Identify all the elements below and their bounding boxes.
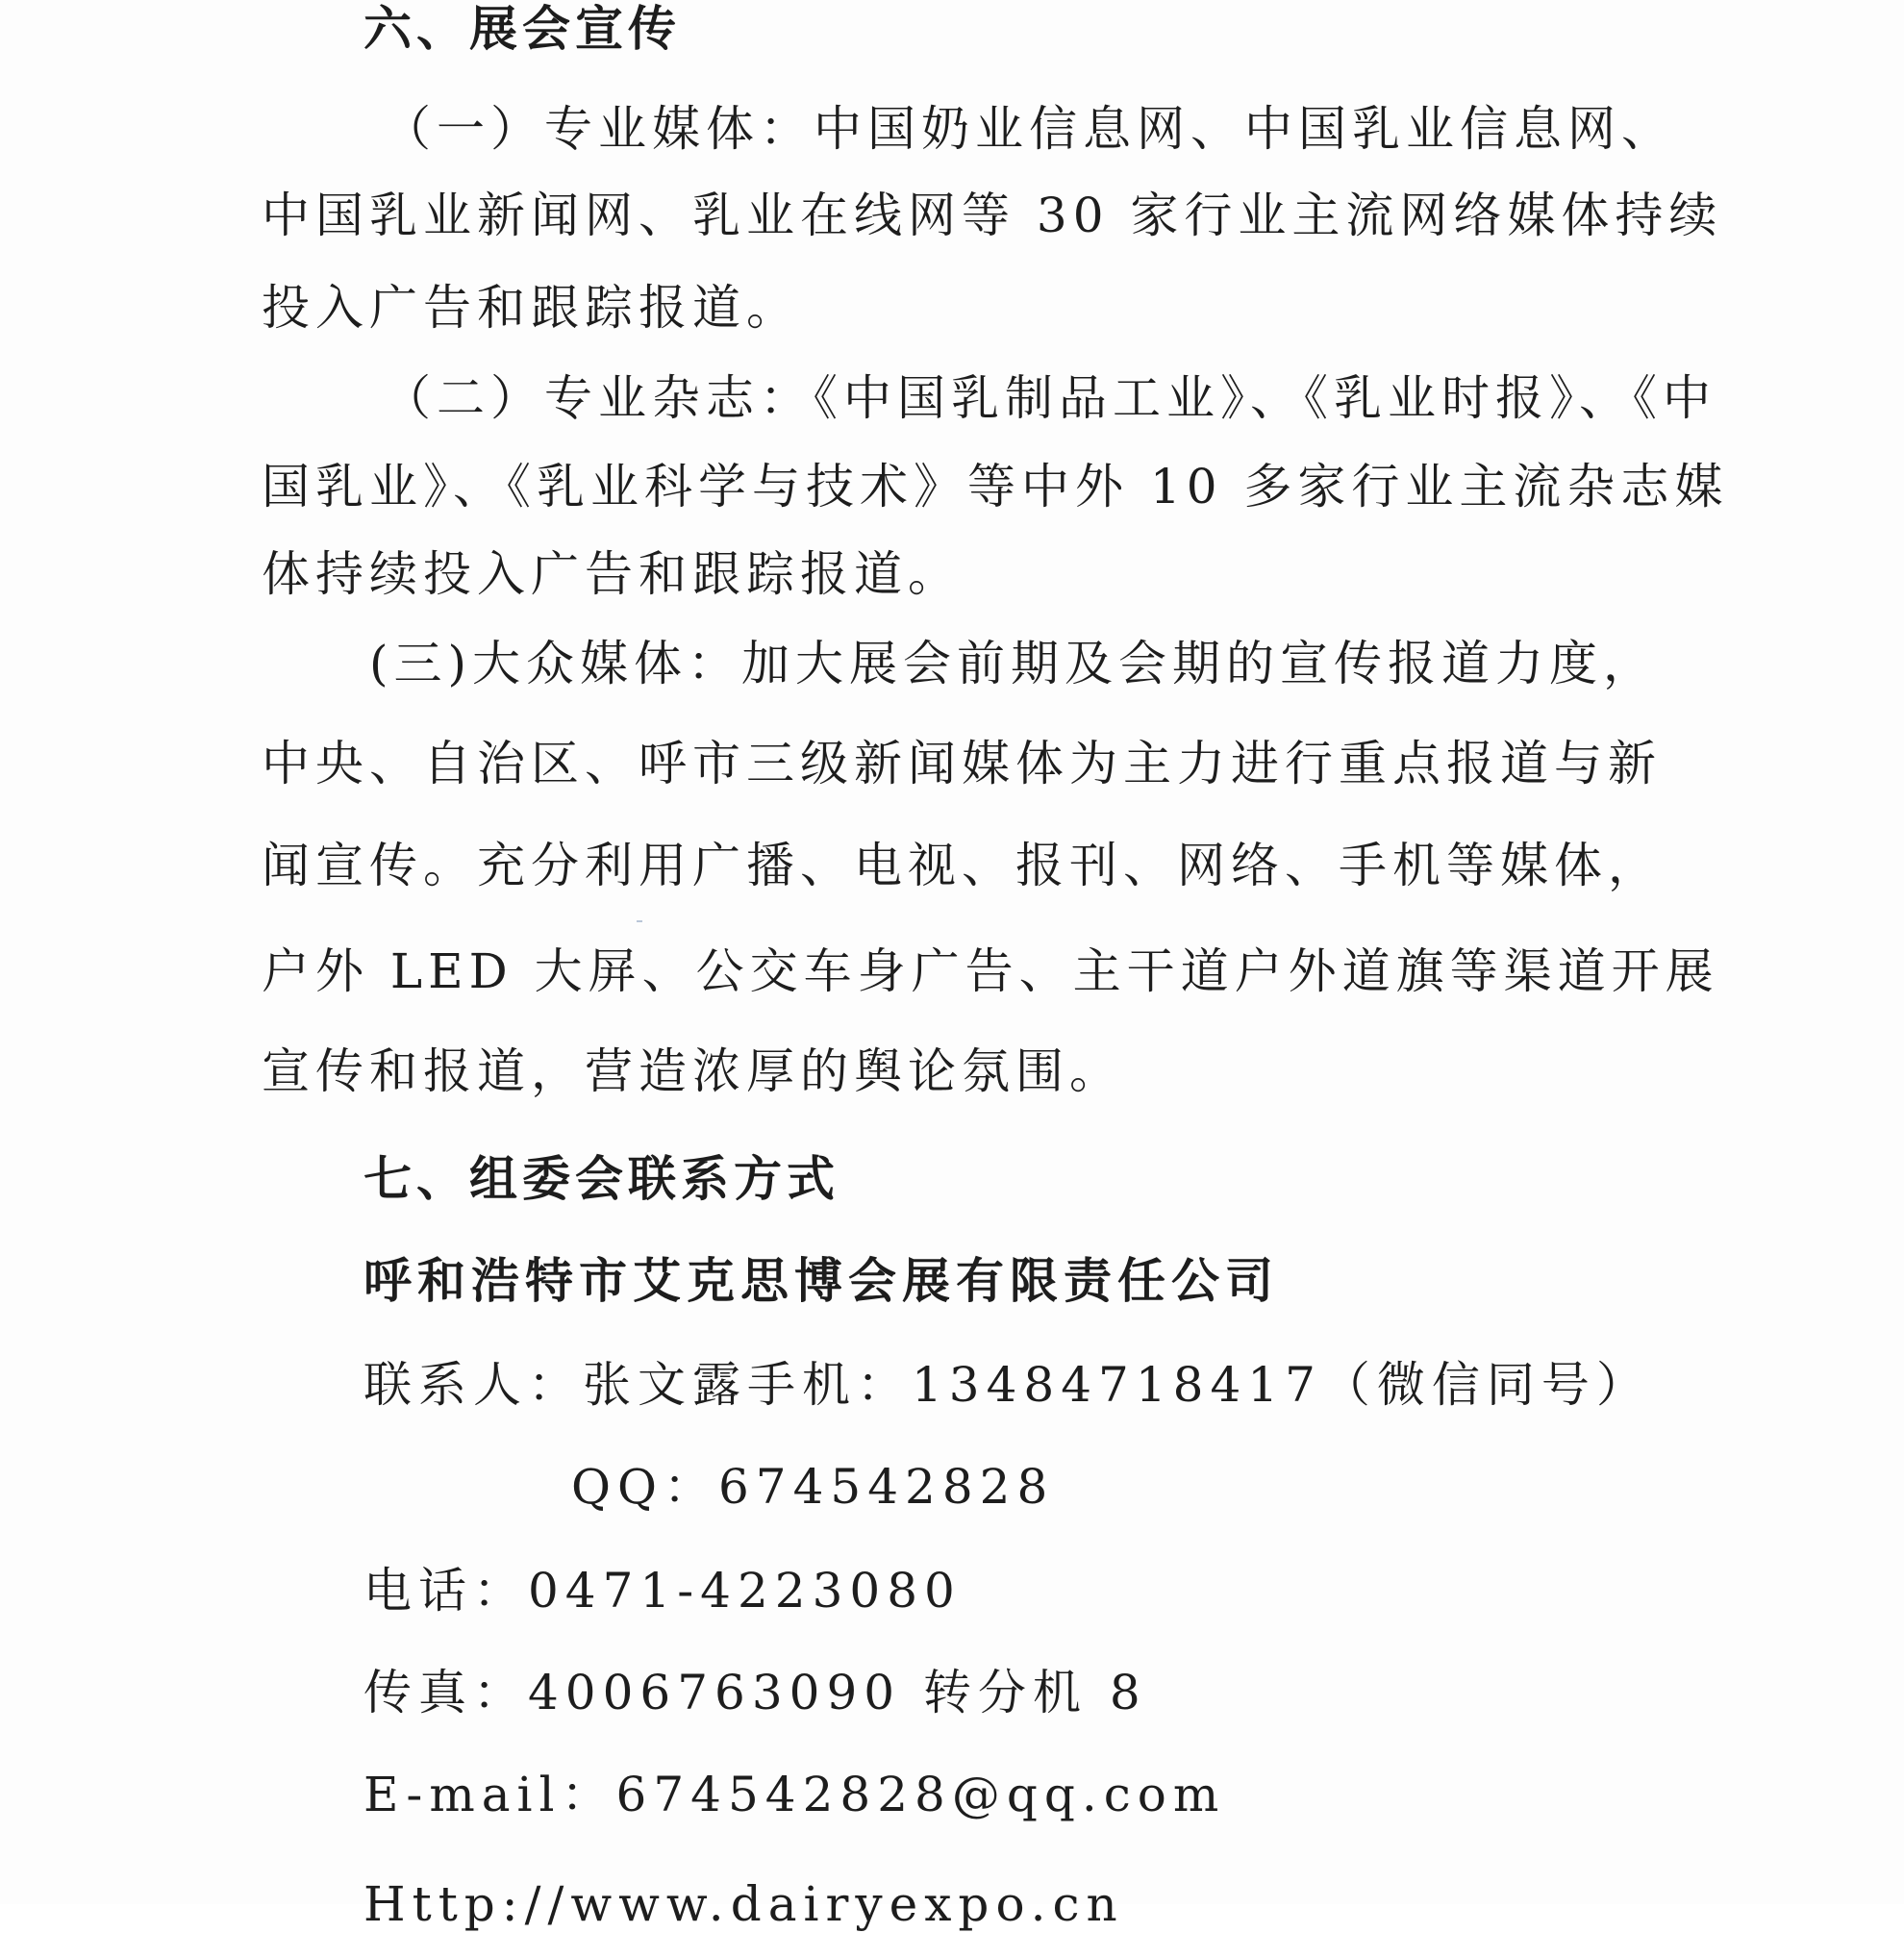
contact-website: Http://www.dairyexpo.cn [363,1876,1124,1932]
company-name: 呼和浩特市艾克思博会展有限责任公司 [363,1253,1279,1309]
section-6-heading: 六、展会宣传 [363,1,681,57]
contact-qq: QQ：674542828 [571,1459,1055,1515]
paragraph-professional-magazines-line-3: 体持续投入广告和跟踪报道。 [262,546,962,602]
paragraph-professional-media-line-3: 投入广告和跟踪报道。 [262,280,800,336]
contact-phone: 电话：0471-4223080 [363,1563,962,1619]
paragraph-professional-magazines-line-2: 国乳业》、《乳业科学与技术》等中外 10 多家行业主流杂志媒 [262,459,1729,515]
paragraph-professional-magazines-line-1: （二）专业杂志：《中国乳制品工业》、《乳业时报》、《中 [383,370,1716,426]
paragraph-mass-media-line-3: 闻宣传。充分利用广播、电视、报刊、网络、手机等媒体， [262,838,1662,893]
paragraph-mass-media-line-1: (三)大众媒体：加大展会前期及会期的宣传报道力度， [369,636,1658,691]
paragraph-mass-media-line-2: 中央、自治区、呼市三级新闻媒体为主力进行重点报道与新 [262,736,1662,791]
paragraph-mass-media-line-5: 宣传和报道，营造浓厚的舆论氛围。 [262,1043,1123,1099]
section-7-heading: 七、组委会联系方式 [363,1151,839,1207]
website-clip [363,1875,1124,1932]
paragraph-professional-media-line-1: （一）专业媒体：中国奶业信息网、中国乳业信息网、 [383,101,1675,157]
contact-email: E-mail：674542828@qq.com [363,1767,1226,1822]
scan-speck [637,920,642,922]
contact-person: 联系人：张文露手机：13484718417（微信同号） [363,1357,1651,1413]
paragraph-mass-media-line-4: 户外 LED 大屏、公交车身广告、主干道户外道旗等渠道开展 [262,943,1719,999]
contact-fax: 传真：4006763090 转分机 8 [363,1665,1147,1720]
paragraph-professional-media-line-2: 中国乳业新闻网、乳业在线网等 30 家行业主流网络媒体持续 [262,188,1723,243]
